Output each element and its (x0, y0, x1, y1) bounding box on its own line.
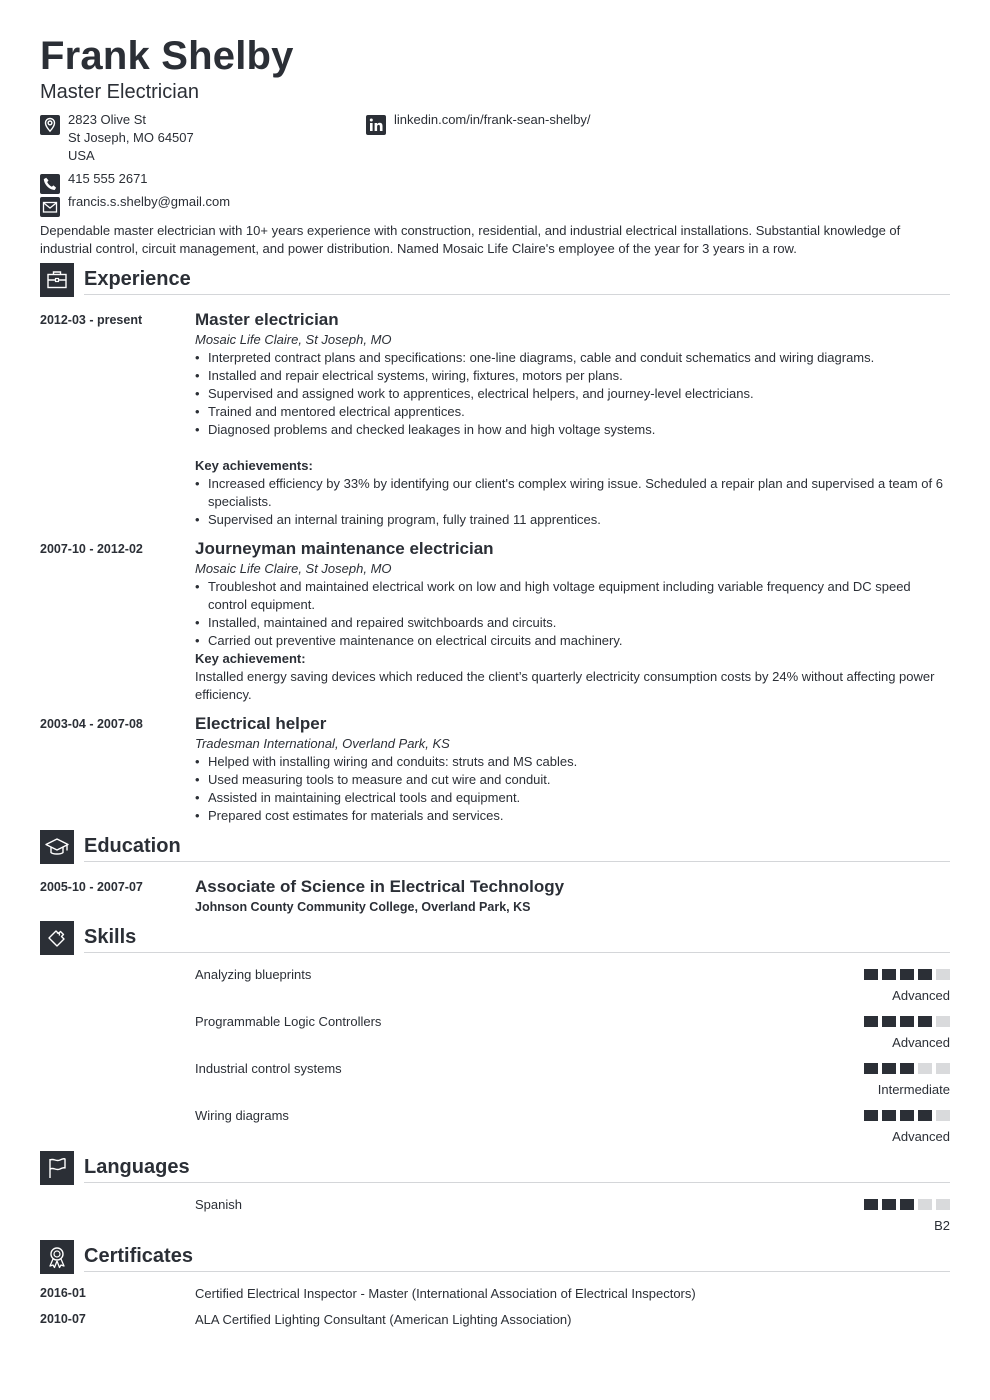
rating-square-empty (918, 1063, 932, 1074)
section-divider (84, 294, 950, 295)
job-duties (195, 349, 950, 439)
linkedin-link[interactable]: linkedin.com/in/frank-sean-shelby/ (394, 112, 591, 127)
experience-section-header (40, 263, 950, 297)
duty-item: • Diagnosed problems and checked leakages in how and high voltage systems. (195, 421, 950, 439)
rating-square-filled (918, 1016, 932, 1027)
skill-rating (864, 969, 950, 980)
skill-row (195, 1108, 950, 1148)
duty-item: • Prepared cost estimates for materials and services. (195, 807, 950, 825)
rating-square-empty (936, 1199, 950, 1210)
rating-square-filled (900, 1016, 914, 1027)
rating-square-filled (918, 969, 932, 980)
rating-square-empty (918, 1199, 932, 1210)
job-company: Mosaic Life Claire, St Joseph, MO (195, 332, 392, 347)
rating-square-filled (900, 1063, 914, 1074)
duty-item: • Used measuring tools to measure and cut wire and conduit. (195, 771, 950, 789)
rating-square-filled (882, 1110, 896, 1121)
duty-item: • Installed, maintained and repaired switchboards and circuits. (195, 614, 950, 632)
flag-icon (40, 1151, 74, 1185)
rating-square-filled (882, 969, 896, 980)
job-entry (195, 713, 950, 825)
certificate-name: ALA Certified Lighting Consultant (American Lighting Association) (195, 1312, 572, 1327)
language-rating (864, 1199, 950, 1210)
rating-square-filled (900, 1110, 914, 1121)
job-duties (195, 753, 950, 825)
rating-square-filled (864, 1199, 878, 1210)
rating-square-filled (864, 1063, 878, 1074)
section-divider (84, 1182, 950, 1183)
duty-item: • Carried out preventive maintenance on electrical circuits and machinery. (195, 632, 950, 650)
skill-level: Intermediate (877, 1082, 950, 1097)
certificate-date: 2016-01 (40, 1286, 86, 1300)
achievements-label: Key achievements: (195, 458, 313, 473)
skill-row (195, 1061, 950, 1101)
skill-name: Programmable Logic Controllers (195, 1014, 382, 1029)
job-company: Mosaic Life Claire, St Joseph, MO (195, 561, 392, 576)
rating-square-filled (882, 1063, 896, 1074)
candidate-title: Master Electrician (40, 81, 199, 103)
rating-square-empty (936, 1063, 950, 1074)
job-title: Electrical helper (195, 714, 327, 733)
candidate-name: Frank Shelby (40, 34, 294, 78)
duty-item: • Assisted in maintaining electrical tools and equipment. (195, 789, 950, 807)
duty-item: • Trained and mentored electrical apprentices. (195, 403, 950, 421)
job-achievements (195, 475, 950, 529)
job-date: 2012-03 - present (40, 313, 143, 327)
puzzle-hand-icon (40, 921, 74, 955)
certificate-date: 2010-07 (40, 1312, 86, 1326)
rating-square-filled (864, 1110, 878, 1121)
school-name: Johnson County Community College, Overland Park, KS (195, 900, 531, 914)
rating-square-empty (936, 969, 950, 980)
rating-square-filled (900, 969, 914, 980)
skill-level: Advanced (892, 988, 950, 1003)
phone-icon (40, 174, 60, 194)
address-line2: St Joseph, MO 64507 (68, 130, 194, 145)
job-company: Tradesman International, Overland Park, KS (195, 736, 450, 751)
award-ribbon-icon (40, 1240, 74, 1274)
linkedin-icon (366, 115, 386, 135)
duty-item: • Interpreted contract plans and specifications: one-line diagrams, cable and conduit schematics and wiring diagrams. (195, 349, 950, 367)
job-date: 2007-10 - 2012-02 (40, 542, 143, 556)
section-title-experience: Experience (84, 268, 191, 290)
job-date: 2003-04 - 2007-08 (40, 717, 143, 731)
section-divider (84, 952, 950, 953)
language-level: B2 (934, 1218, 950, 1233)
education-entry (195, 876, 950, 916)
job-title: Master electrician (195, 310, 339, 329)
duty-item: • Installed and repair electrical systems, wiring, fixtures, motors per plans. (195, 367, 950, 385)
address-line3: USA (68, 148, 95, 163)
job-duties (195, 578, 950, 650)
rating-square-empty (936, 1016, 950, 1027)
section-title-languages: Languages (84, 1156, 190, 1178)
location-pin-icon (40, 115, 60, 135)
skill-rating (864, 1016, 950, 1027)
profile-summary: Dependable master electrician with 10+ years experience with construction, residential, and industrial electrical installations. Substantial knowledge of industrial control, circuit management, and power distribution. Named Mosaic Life Claire's employee of the year for 3 years in a row. (40, 223, 901, 256)
briefcase-icon (40, 263, 74, 297)
duty-item: • Helped with installing wiring and conduits: struts and MS cables. (195, 753, 950, 771)
section-title-skills: Skills (84, 926, 137, 948)
education-date: 2005-10 - 2007-07 (40, 880, 143, 894)
degree-title: Associate of Science in Electrical Technology (195, 877, 565, 896)
rating-square-filled (864, 969, 878, 980)
language-name: Spanish (195, 1197, 242, 1212)
skill-name: Industrial control systems (195, 1061, 342, 1076)
duty-item: • Supervised and assigned work to apprentices, electrical helpers, and journey-level electricians. (195, 385, 950, 403)
address-block (68, 111, 194, 165)
skill-rating (864, 1063, 950, 1074)
languages-section-header (40, 1151, 950, 1185)
envelope-icon (40, 197, 60, 217)
skill-level: Advanced (892, 1129, 950, 1144)
skills-section-header (40, 921, 950, 955)
rating-square-filled (864, 1016, 878, 1027)
section-divider (84, 861, 950, 862)
language-row (195, 1197, 950, 1237)
section-title-certificates: Certificates (84, 1245, 193, 1267)
skill-rating (864, 1110, 950, 1121)
achievement-label: Key achievement: (195, 651, 306, 666)
rating-square-filled (900, 1199, 914, 1210)
email-link[interactable]: francis.s.shelby@gmail.com (68, 194, 231, 209)
phone-number: 415 555 2671 (68, 171, 148, 186)
section-divider (84, 1271, 950, 1272)
skill-row (195, 967, 950, 1007)
achievement-text: Installed energy saving devices which reduced the client’s quarterly electricity consumption costs by 24% without affecting power efficiency. (195, 669, 935, 702)
section-title-education: Education (84, 835, 181, 857)
job-entry (195, 309, 950, 529)
rating-square-filled (882, 1016, 896, 1027)
skill-name: Wiring diagrams (195, 1108, 289, 1123)
duty-item: • Troubleshot and maintained electrical work on low and high voltage equipment including variable frequency and DC speed control equipment. (195, 578, 950, 614)
rating-square-filled (882, 1199, 896, 1210)
certificates-section-header (40, 1240, 950, 1274)
skill-level: Advanced (892, 1035, 950, 1050)
certificate-name: Certified Electrical Inspector - Master (International Association of Electrical Inspectors) (195, 1286, 696, 1301)
rating-square-empty (936, 1110, 950, 1121)
rating-square-filled (918, 1110, 932, 1121)
education-section-header (40, 830, 950, 864)
achievement-item: • Supervised an internal training program, fully trained 11 apprentices. (195, 511, 950, 529)
job-entry (195, 538, 950, 704)
achievement-item: • Increased efficiency by 33% by identifying our client's complex wiring issue. Scheduled a repair plan and supervised a team of 6 specialists. (195, 475, 950, 511)
skill-name: Analyzing blueprints (195, 967, 312, 982)
address-line1: 2823 Olive St (68, 112, 147, 127)
graduation-cap-icon (40, 830, 74, 864)
job-title: Journeyman maintenance electrician (195, 539, 494, 558)
skill-row (195, 1014, 950, 1054)
